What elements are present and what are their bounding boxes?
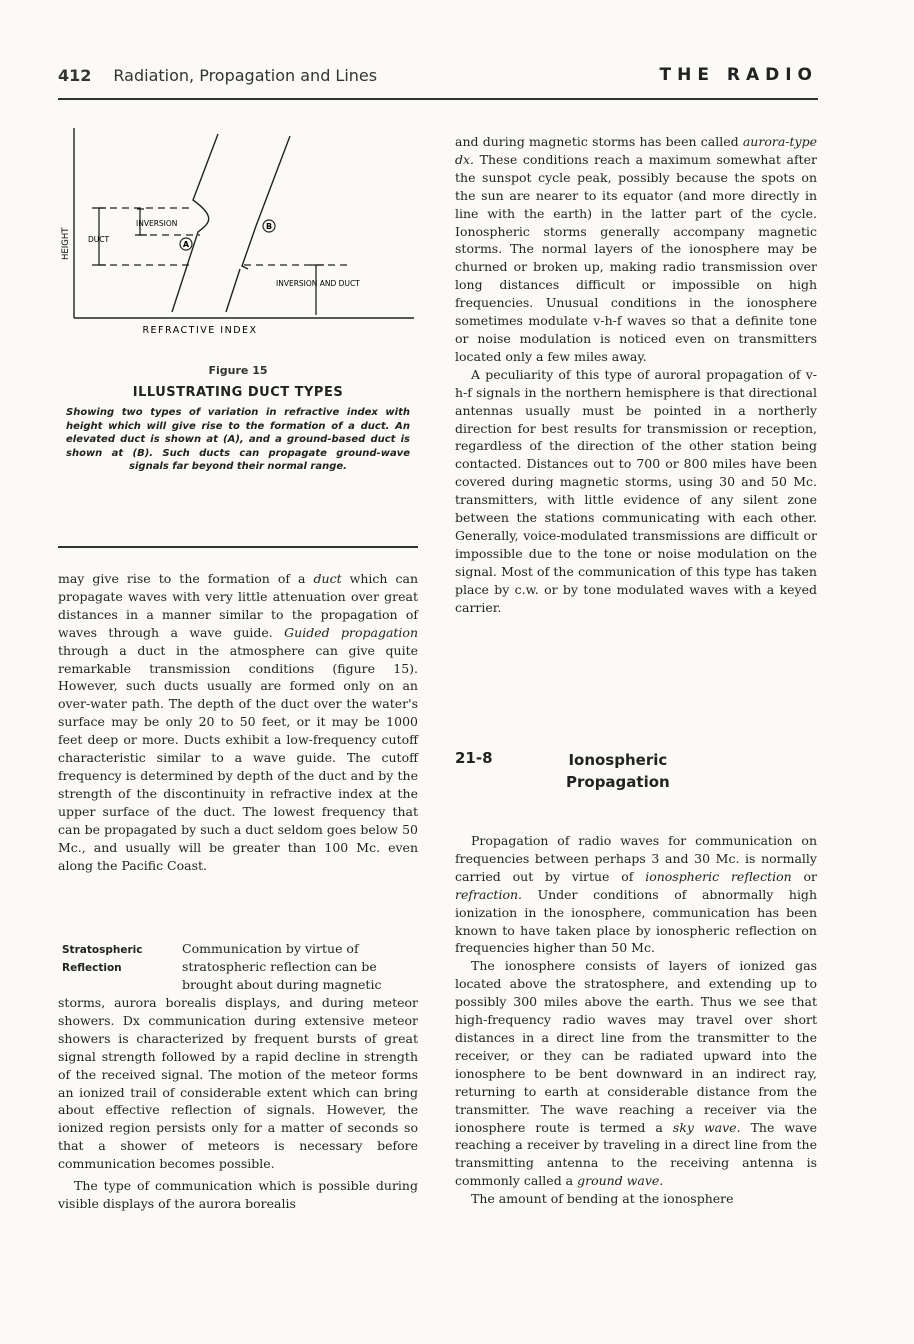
figure-number: Figure 15 bbox=[208, 364, 268, 377]
figure-caption bbox=[58, 364, 418, 474]
page-number: 412 bbox=[58, 66, 92, 85]
figure-title: ILLUSTRATING DUCT TYPES bbox=[132, 385, 344, 400]
paragraph-ionospheric-3: The amount of bending at the ionosphere bbox=[471, 1191, 734, 1207]
side-heading: Stratospheric Reflection bbox=[62, 944, 143, 974]
duct-diagram bbox=[58, 128, 418, 338]
label-inversion: INVERSION bbox=[136, 219, 178, 228]
marker-b: B bbox=[265, 222, 273, 231]
label-duct: DUCT bbox=[88, 235, 110, 244]
book-title: THE RADIO bbox=[659, 65, 818, 85]
running-header bbox=[58, 66, 377, 85]
paragraph-stratospheric: storms, aurora borealis displays, and during meteor showers. Dx communication during extensive meteor showers is characterized by frequent bursts of great signal strength followed by a rapid decline in strength of the received signal. The motion of the meteor forms an ionized trail of considerable extent which can bring about effective reflection of signals. However, the ionized region persists only for a matter of seconds so that a shower of meteors is necessary before communication becomes possible. bbox=[58, 995, 418, 1172]
paragraph-auroral-propagation: A peculiarity of this type of auroral propagation of v-h-f signals in the northern hemisphere is that directional antennas usually must be pointed in a northerly direction for best results for transmission or reception, regardless of the direction of the other station being contacted. Distances out to 700 or 800 miles have been covered during magnetic storms, using 30 and 50 Mc. transmitters, with little evidence of any silent zone between the stations communicating with each other. Generally, voice-modulated transmissions are difficult or impossible due to the tone or noise modulation on the signal. Most of the communication of this type has taken place by c.w. or by tone modulated waves with a keyed carrier. bbox=[455, 366, 817, 615]
header-rule bbox=[58, 98, 818, 100]
chapter-title: Radiation, Propagation and Lines bbox=[113, 66, 378, 85]
caption-separator bbox=[58, 546, 418, 548]
right-column-top bbox=[455, 133, 817, 616]
figure-caption-text: Showing two types of variation in refractive index with height which will give rise to the formation of a duct. An elevated duct is shown at (A), and a ground-based duct is shown at (B). Such ducts can propagate ground-wave signals far beyond their normal range. bbox=[66, 407, 410, 473]
section-title: Ionospheric Propagation bbox=[566, 751, 670, 791]
stratospheric-intro: Communication by virtue of stratospheric reflection can be brought about during magnetic bbox=[182, 941, 382, 992]
paragraph-ionospheric-2: The ionosphere consists of layers of ionized gas located above the stratosphere, and extending up to possibly 300 miles above the earth. Thus we see that high-frequency radio waves may travel over short distances in a direct line from the transmitter to the receiver, or they can be radiated upward into the ionosphere to be bent downward in an indirect ray, returning to earth at considerable distance from the transmitter. The wave reaching a receiver via the ionosphere route is termed a sky wave. The wave reaching a receiver by traveling in a direct line from the transmitting antenna to the receiving antenna is commonly called a ground wave. bbox=[455, 958, 817, 1189]
curve-b-lower bbox=[226, 269, 240, 312]
section-number: 21-8 bbox=[455, 749, 493, 767]
paragraph-ionospheric-1: Propagation of radio waves for communication on frequencies between perhaps 3 and 30 Mc. is normally carried out by virtue of ionospheric reflection or refraction. Under conditions of abnormally high ionization in the ionosphere, communication has been known to have taken place by ionospheric reflection on frequencies higher than 50 Mc. bbox=[455, 833, 817, 956]
curve-a bbox=[172, 134, 218, 312]
curve-b bbox=[242, 136, 290, 269]
left-column-top bbox=[58, 570, 418, 874]
right-column-bottom bbox=[455, 832, 817, 1208]
left-column-bottom bbox=[58, 994, 418, 1213]
paragraph-aurora-dx: and during magnetic storms has been called aurora-type dx. These conditions reach a maximum somewhat after the sunspot cycle peak, possibly because the spots on the sun are nearer to its equator (and more directly in line with the earth) in the latter part of the cycle. Ionospheric storms generally accompany magnetic storms. The normal layers of the ionosphere may be churned or broken up, making radio transmission over long distances difficult or impossible on high frequencies. Unusual conditions in the ionosphere sometimes modulate v-h-f waves so that a definite tone or noise modulation is noticed even on transmitters located only a few miles away. bbox=[455, 134, 817, 364]
y-axis-label: HEIGHT bbox=[61, 227, 71, 260]
x-axis-label: REFRACTIVE INDEX bbox=[142, 325, 258, 336]
marker-a: A bbox=[182, 240, 190, 249]
paragraph-duct: may give rise to the formation of a duct which can propagate waves with very little attenuation over great distances in a manner similar to the propagation of waves through a wave guide. Guided propagation through a duct in the atmosphere can give quite remarkable transmission conditions (figure 15). However, such ducts usually are formed only on an over-water path. The depth of the duct over the water's surface may be only 20 to 50 feet, or it may be 1000 feet deep or more. Ducts exhibit a low-frequency cutoff characteristic similar to a wave guide. The cutoff frequency is determined by depth of the duct and by the strength of the discontinuity in refractive index at the upper surface of the duct. The lowest frequency that can be propagated by such a duct seldom goes below 50 Mc., and usually will be greater than 100 Mc. even along the Pacific Coast. bbox=[58, 571, 418, 873]
label-inversion-and-duct: INVERSION AND DUCT bbox=[276, 279, 360, 288]
paragraph-aurora: The type of communication which is possible during visible displays of the aurora borealis bbox=[58, 1178, 418, 1211]
